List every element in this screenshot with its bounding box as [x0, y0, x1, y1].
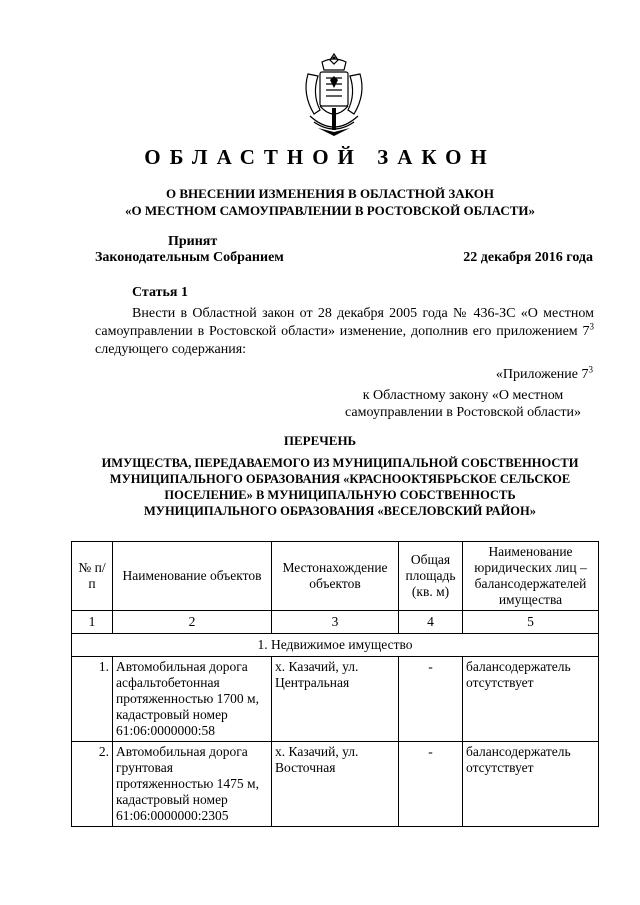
- list-title: ПЕРЕЧЕНЬ: [283, 433, 357, 448]
- table-section-row: [72, 634, 599, 657]
- article-text: [95, 305, 594, 359]
- row-location: х. Казачий, ул. Центральная: [272, 657, 399, 742]
- annex-label-sup: 3: [588, 364, 593, 375]
- header-location: Местонахождение объектов: [272, 542, 399, 611]
- property-table: [71, 541, 599, 827]
- row-name: Автомобильная дорога грунтовая протяженностью 1475 м, кадастровый номер 61:06:0000000:2305: [113, 742, 272, 827]
- section-title: 1. Недвижимое имущество: [72, 634, 599, 657]
- column-number: 4: [399, 611, 463, 634]
- column-number: 3: [272, 611, 399, 634]
- adoption-date: 22 декабря 2016 года: [463, 250, 593, 265]
- row-area: -: [399, 657, 463, 742]
- law-subtitle: [80, 185, 580, 219]
- header-name: Наименование объектов: [113, 542, 272, 611]
- row-number: 2.: [72, 742, 113, 827]
- subtitle-line: О ВНЕСЕНИИ ИЗМЕНЕНИЯ В ОБЛАСТНОЙ ЗАКОН: [166, 186, 494, 201]
- article-text-part: следующего содержания:: [95, 342, 247, 357]
- annex-reference-line: самоуправлении в Ростовской области»: [345, 405, 581, 420]
- annex-reference: [333, 387, 593, 421]
- column-number: 5: [463, 611, 599, 634]
- list-subtitle-line: МУНИЦИПАЛЬНОГО ОБРАЗОВАНИЯ «КРАСНООКТЯБРЬСКОЕ СЕЛЬСКОЕ: [109, 472, 571, 486]
- table-row: [72, 742, 599, 827]
- coat-of-arms-emblem: [300, 50, 368, 140]
- list-subtitle: [90, 455, 590, 519]
- law-title: ОБЛАСТНОЙ ЗАКОН: [144, 145, 496, 169]
- annex-label-text: «Приложение 7: [495, 367, 589, 382]
- adoption-body: Законодательным Собранием: [95, 250, 284, 265]
- subtitle-line: «О МЕСТНОМ САМОУПРАВЛЕНИИ В РОСТОВСКОЙ ОБЛАСТИ»: [125, 203, 535, 218]
- adoption-head: Принят: [168, 234, 218, 249]
- list-subtitle-line: ИМУЩЕСТВА, ПЕРЕДАВАЕМОГО ИЗ МУНИЦИПАЛЬНОЙ СОБСТВЕННОСТИ: [101, 456, 579, 470]
- header-number: № п/п: [72, 542, 113, 611]
- row-name: Автомобильная дорога асфальтобетонная протяженностью 1700 м, кадастровый номер 61:06:0000000:58: [113, 657, 272, 742]
- table-header-row: [72, 542, 599, 611]
- row-holder: балансодержатель отсутствует: [463, 742, 599, 827]
- row-location: х. Казачий, ул. Восточная: [272, 742, 399, 827]
- article-title: Статья 1: [132, 285, 188, 300]
- row-number: 1.: [72, 657, 113, 742]
- article-text-part: Внести в Областной закон от 28 декабря 2005 года № 436-ЗС «О местном самоуправлении в Ростовской области» изменение, дополнив его приложением 7: [95, 306, 594, 339]
- column-number: 1: [72, 611, 113, 634]
- row-area: -: [399, 742, 463, 827]
- table-row: [72, 657, 599, 742]
- list-subtitle-line: МУНИЦИПАЛЬНОГО ОБРАЗОВАНИЯ «ВЕСЕЛОВСКИЙ РАЙОН»: [143, 504, 536, 518]
- annex-label: [333, 366, 593, 384]
- article-text-sup: 3: [589, 321, 594, 332]
- header-holder: Наименование юридических лиц – балансодержателей имущества: [463, 542, 599, 611]
- table-number-row: [72, 611, 599, 634]
- column-number: 2: [113, 611, 272, 634]
- list-subtitle-line: ПОСЕЛЕНИЕ» В МУНИЦИПАЛЬНУЮ СОБСТВЕННОСТЬ: [164, 488, 516, 502]
- row-holder: балансодержатель отсутствует: [463, 657, 599, 742]
- header-area: Общая площадь (кв. м): [399, 542, 463, 611]
- annex-reference-line: к Областному закону «О местном: [362, 388, 564, 403]
